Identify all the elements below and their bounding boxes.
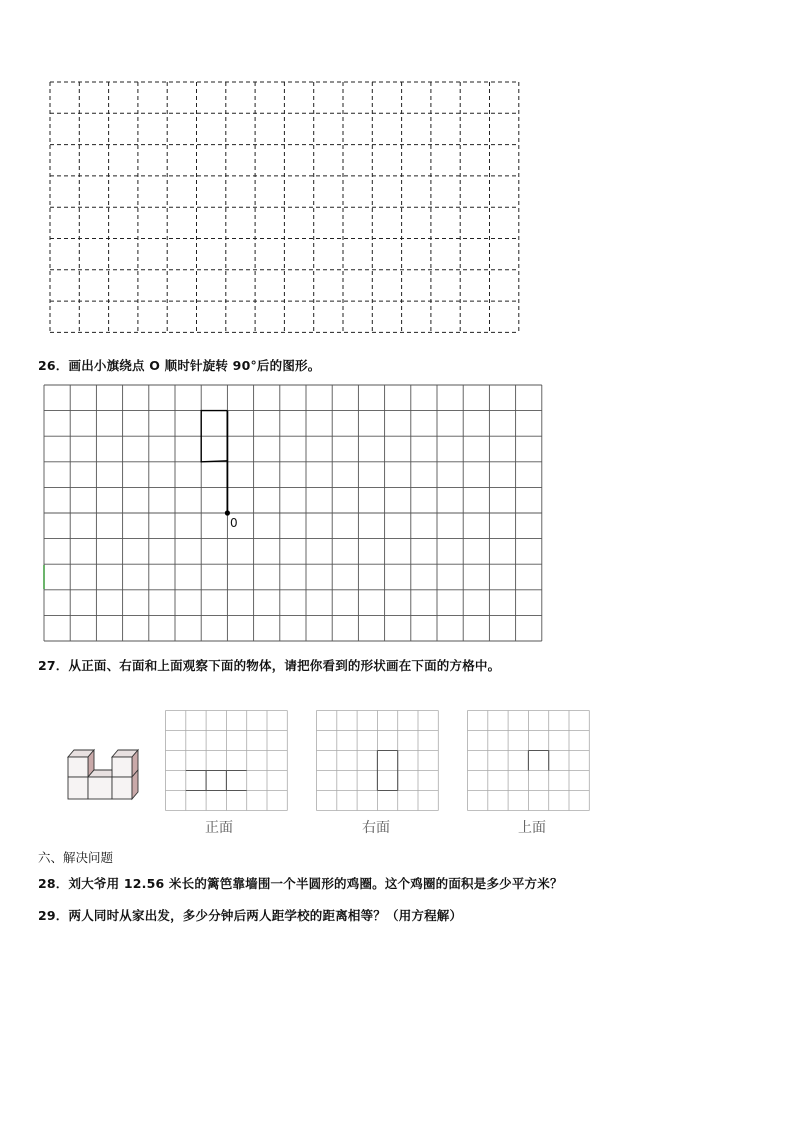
dashed-answer-grid[interactable]: [0, 0, 794, 340]
question-29-text: 29．两人同时从家出发，多少分钟后两人距学校的距离相等？（用方程解）: [38, 908, 463, 923]
point-o: [225, 510, 230, 515]
top-view-grid[interactable]: [467, 710, 592, 812]
front-view-caption: 正面: [205, 820, 233, 836]
question-26-text: 26．画出小旗绕点 O 顺时针旋转 90°后的图形。: [38, 358, 321, 373]
section-6-title: 六、解决问题: [38, 850, 114, 865]
cube-figure: [60, 740, 150, 810]
rotation-grid[interactable]: [0, 380, 794, 650]
point-o-label: 0: [230, 516, 238, 530]
right-view-grid[interactable]: [316, 710, 441, 812]
question-27-text: 27．从正面、右面和上面观察下面的物体，请把你看到的形状画在下面的方格中。: [38, 658, 501, 673]
front-view-grid[interactable]: [165, 710, 290, 812]
question-28-text: 28．刘大爷用 12.56 米长的篱笆靠墙围一个半圆形的鸡圈。这个鸡圈的面积是多少平方米？: [38, 876, 563, 891]
right-view-caption: 右面: [362, 820, 390, 836]
top-view-caption: 上面: [518, 820, 546, 836]
